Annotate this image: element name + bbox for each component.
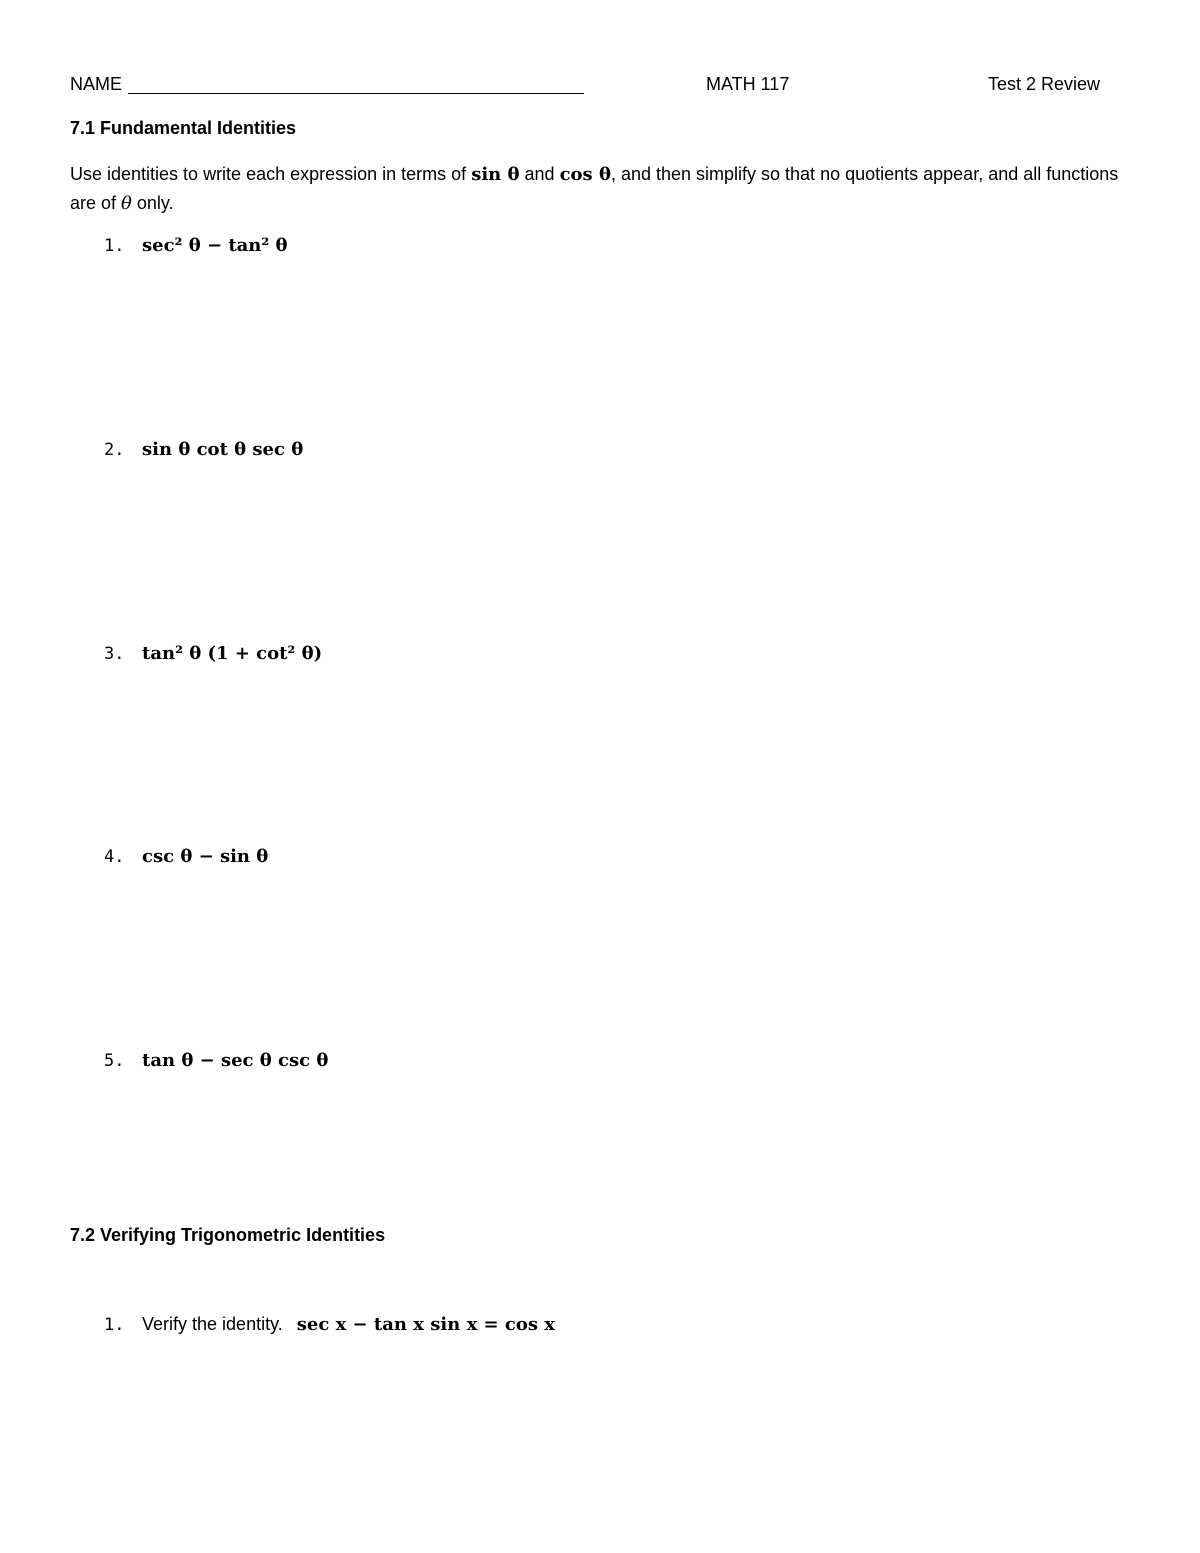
- instructions-text: only.: [131, 193, 174, 213]
- problem-expression: tan² θ (1 + cot² θ): [142, 643, 323, 664]
- problem-number: 1.: [104, 236, 125, 256]
- instructions-text: , and then simplify so that no quotients appear, and all functions are of: [70, 164, 1119, 213]
- section-heading-7-1: 7.1 Fundamental Identities: [70, 118, 297, 138]
- problem-prompt: Verify the identity.: [142, 1314, 283, 1334]
- name-label: NAME: [70, 74, 123, 94]
- name-blank-line: [128, 93, 584, 94]
- problem-expression: sec² θ − tan² θ: [142, 235, 288, 256]
- section-heading-7-2: 7.2 Verifying Trigonometric Identities: [70, 1225, 386, 1245]
- problem-expression: tan θ − sec θ csc θ: [142, 1050, 329, 1071]
- problem-7-1-5: [104, 1050, 328, 1071]
- problem-number: 3.: [104, 644, 125, 664]
- problem-number: 2.: [104, 440, 125, 460]
- instructions-text: Use identities to write each expression in terms of: [70, 164, 472, 184]
- problem-expression: sin θ cot θ sec θ: [142, 439, 304, 460]
- problem-expression: csc θ − sin θ: [142, 846, 269, 867]
- instructions-paragraph: [70, 160, 1140, 218]
- problem-7-1-2: [104, 439, 303, 460]
- problem-7-1-3: [104, 643, 322, 664]
- problem-expression: sec x − tan x sin x = cos x: [296, 1314, 556, 1335]
- math-sin-theta: sin θ: [471, 164, 520, 185]
- problem-7-1-4: [104, 846, 268, 867]
- problem-number: 5.: [104, 1051, 125, 1071]
- math-theta: θ: [121, 193, 132, 214]
- math-cos-theta: cos θ: [559, 164, 611, 185]
- problem-number: 1.: [104, 1315, 125, 1335]
- course-code: MATH 117: [706, 74, 790, 94]
- page-header: [70, 74, 1130, 100]
- document-title: Test 2 Review: [988, 74, 1101, 94]
- problem-7-2-1: [104, 1314, 555, 1335]
- instructions-text: and: [519, 164, 560, 184]
- problem-7-1-1: [104, 235, 288, 256]
- problem-number: 4.: [104, 847, 125, 867]
